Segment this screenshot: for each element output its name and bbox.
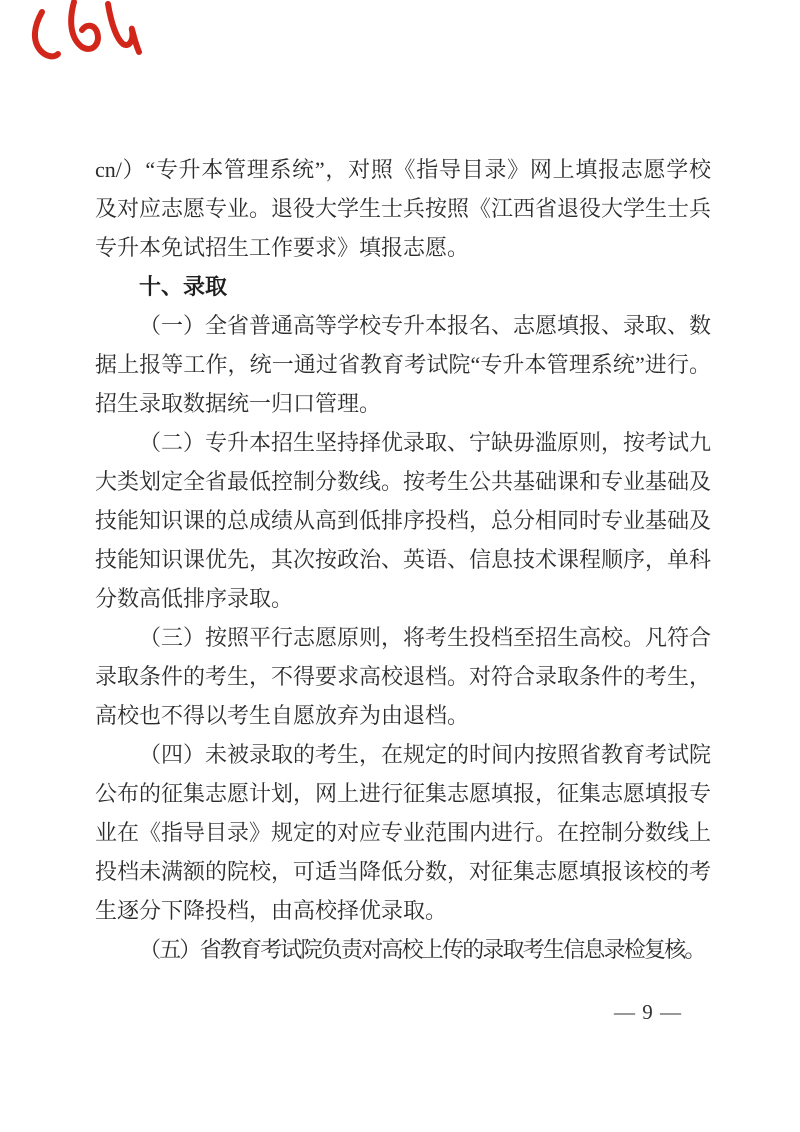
section-heading: 十、录取 xyxy=(139,274,228,299)
page-body-text xyxy=(95,150,711,969)
red-ink-marks-icon xyxy=(24,0,142,64)
red-pen-scribble xyxy=(24,0,142,64)
paragraph-item-3: （三）按照平行志愿原则，将考生投档至招生高校。凡符合录取条件的考生，不得要求高校退档。对符合录取条件的考生，高校也不得以考生自愿放弃为由退档。 xyxy=(95,625,712,728)
paragraph-item-4: （四）未被录取的考生，在规定的时间内按照省教育考试院公布的征集志愿计划，网上进行征集志愿填报，征集志愿填报专业在《指导目录》规定的对应专业范围内进行。在控制分数线上投档未满额的院校，可适当降低分数，对征集志愿填报该校的考生逐分下降投档，由高校择优录取。 xyxy=(95,742,712,923)
continuation-paragraph: cn/）“专升本管理系统”，对照《指导目录》网上填报志愿学校及对应志愿专业。退役大学生士兵按照《江西省退役大学生士兵专升本免试招生工作要求》填报志愿。 xyxy=(95,157,712,260)
paragraph-item-2: （二）专升本招生坚持择优录取、宁缺毋滥原则，按考试九大类划定全省最低控制分数线。按考生公共基础课和专业基础及技能知识课的总成绩从高到低排序投档，总分相同时专业基础及技能知识课优先，其次按政治、英语、信息技术课程顺序，单科分数高低排序录取。 xyxy=(95,430,712,611)
paragraph-item-1: （一）全省普通高等学校专升本报名、志愿填报、录取、数据上报等工作，统一通过省教育考试院“专升本管理系统”进行。招生录取数据统一归口管理。 xyxy=(95,313,712,416)
page-number: — 9 — xyxy=(614,1000,682,1024)
paragraph-item-5: （五）省教育考试院负责对高校上传的录取考生信息录检复核。 xyxy=(139,937,705,962)
